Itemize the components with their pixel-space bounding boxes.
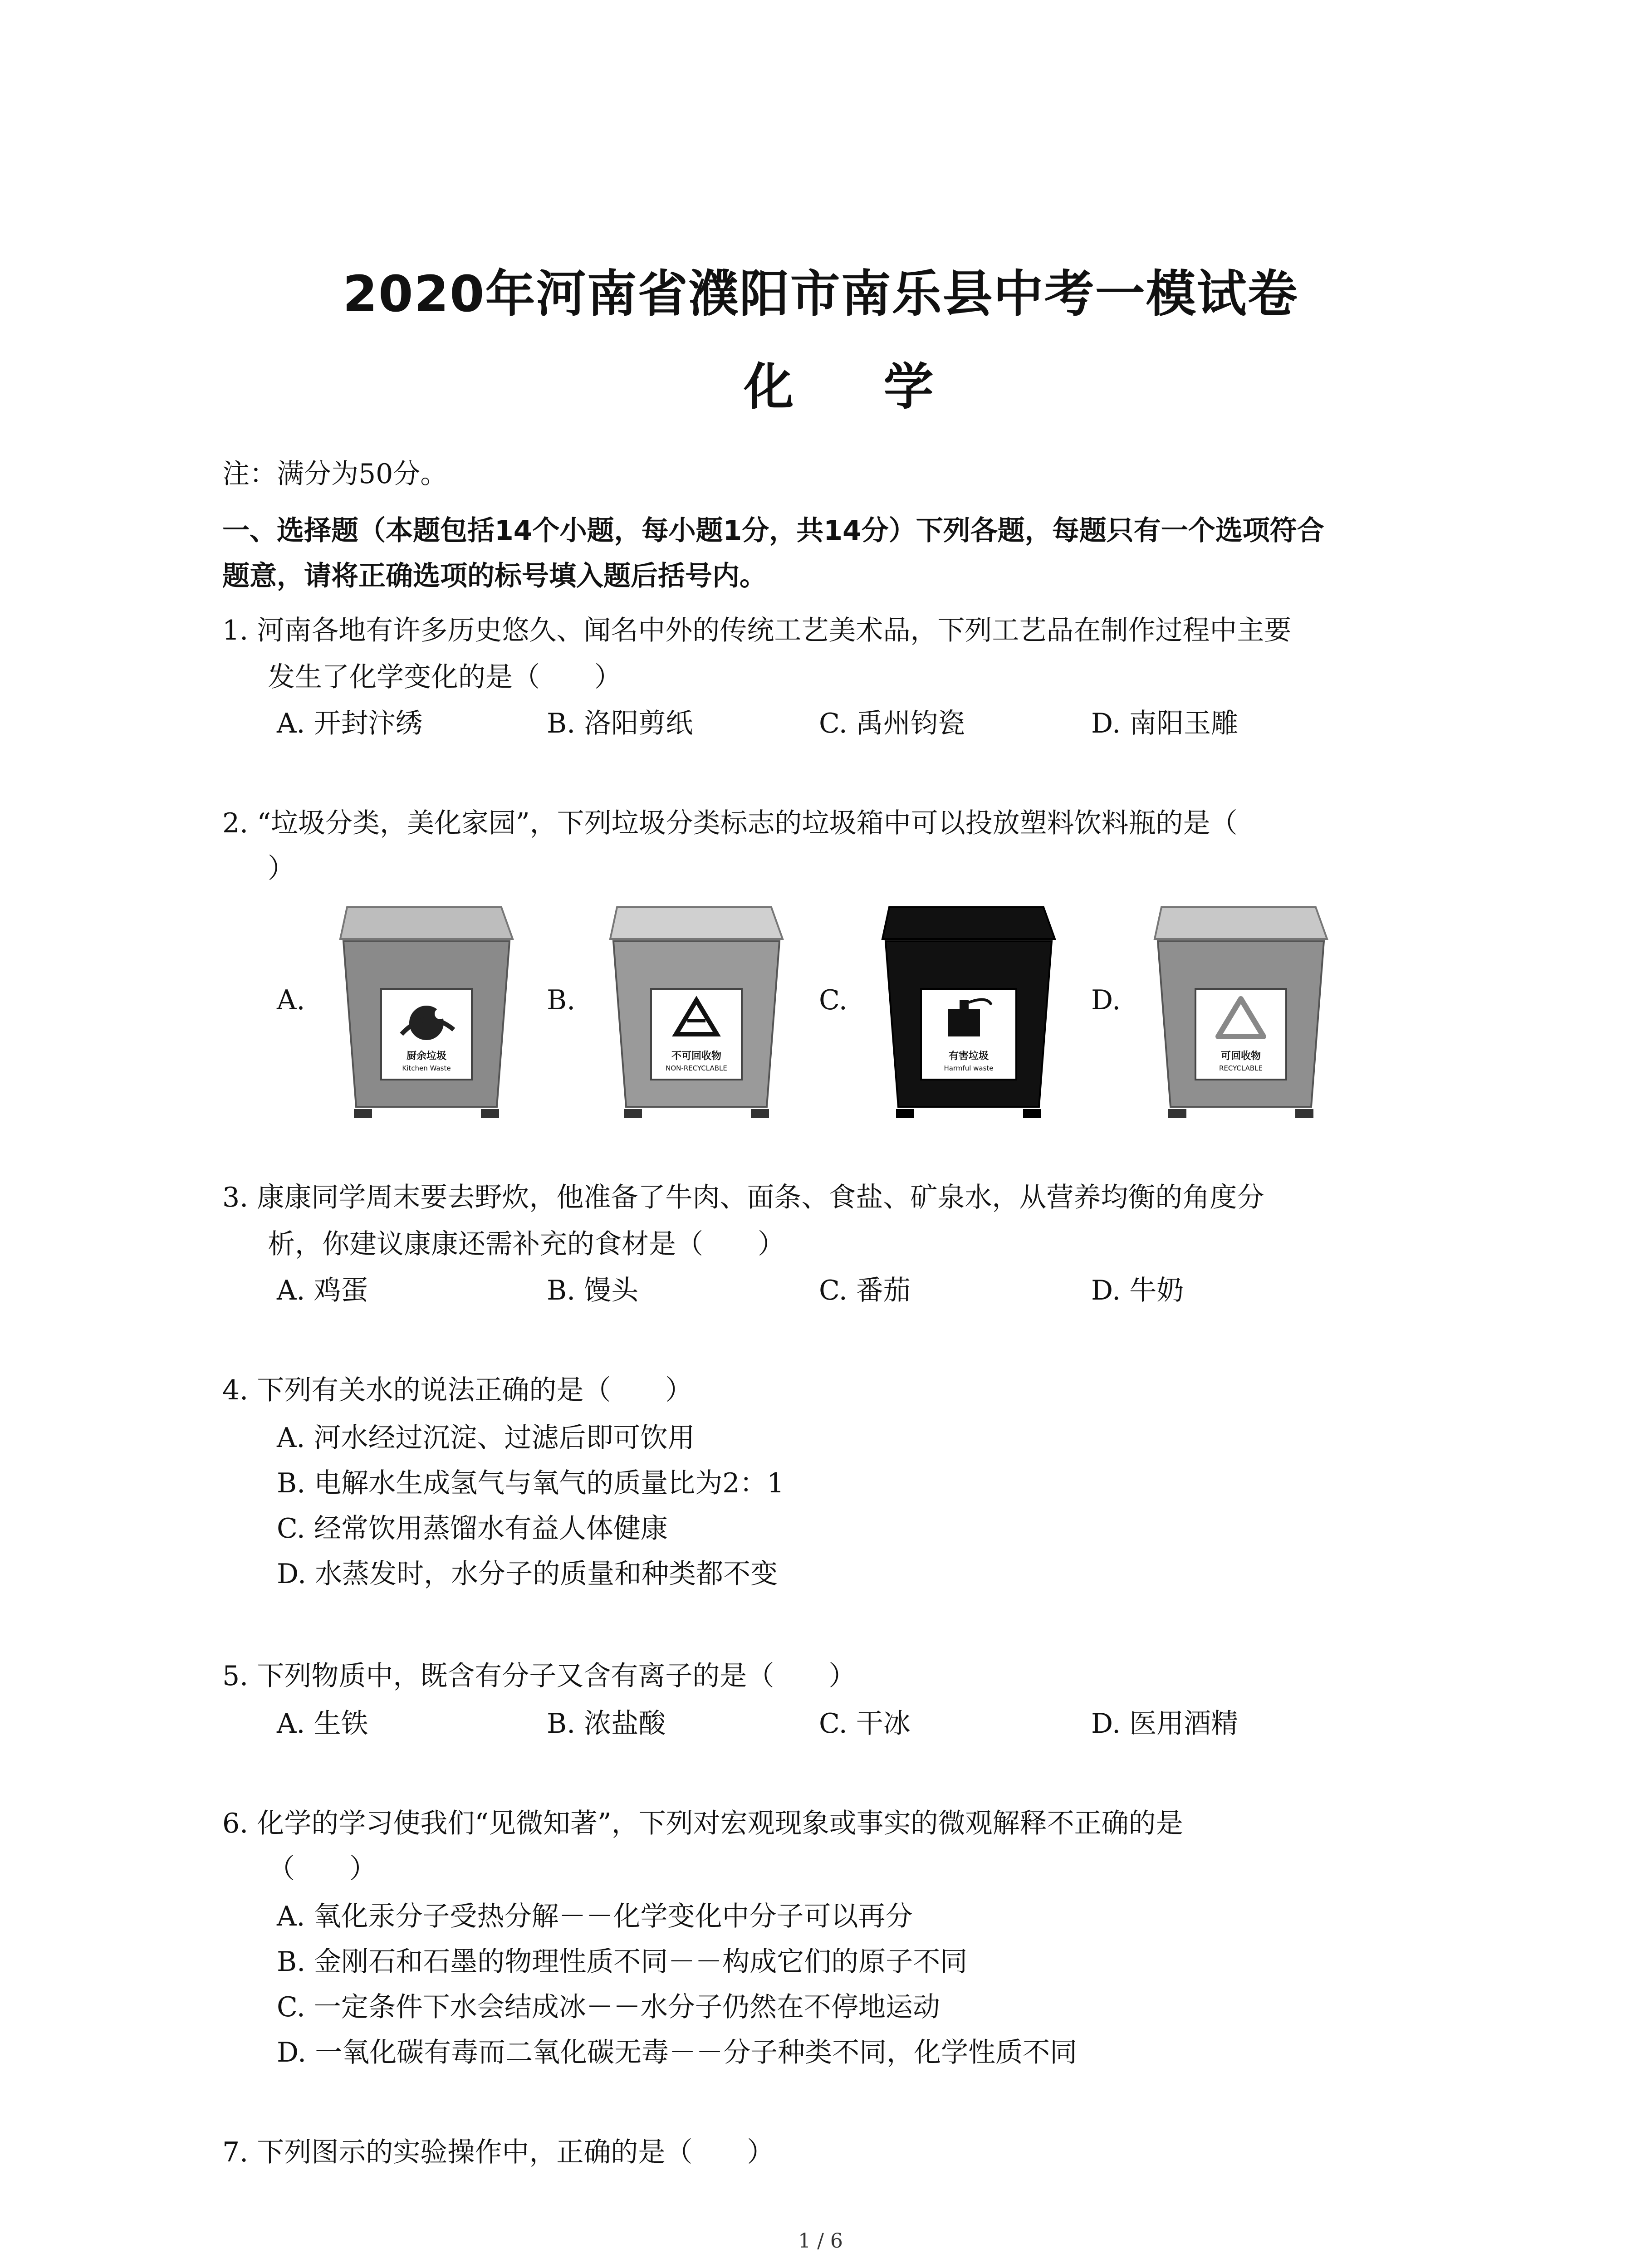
question-6-stem: 6. 化学的学习使我们“见微知著”，下列对宏观现象或事实的微观解释不正确的是 bbox=[222, 1808, 1183, 1839]
question-3-stem: 3. 康康同学周末要去野炊，他准备了牛肉、面条、食盐、矿泉水，从营养均衡的角度分 bbox=[222, 1182, 1264, 1213]
bin-c-harmful-waste[interactable] bbox=[876, 898, 1062, 1120]
score-note: 注：满分为50分。 bbox=[222, 458, 448, 490]
question-6-stem-cont: （ ） bbox=[268, 1853, 377, 1885]
question-3-stem-cont: 析，你建议康康还需补充的食材是（ ） bbox=[268, 1228, 785, 1260]
question-2-option-b[interactable]: B. bbox=[547, 984, 576, 1016]
question-6-option-c[interactable]: C. 一定条件下水会结成冰－－水分子仍然在不停地运动 bbox=[277, 1991, 940, 2023]
question-3-option-a[interactable]: A. 鸡蛋 bbox=[277, 1275, 368, 1306]
question-6-option-a[interactable]: A. 氧化汞分子受热分解－－化学变化中分子可以再分 bbox=[277, 1901, 913, 1932]
question-1-option-d[interactable]: D. 南阳玉雕 bbox=[1091, 708, 1239, 739]
question-2-stem: 2. “垃圾分类，美化家园”，下列垃圾分类标志的垃圾箱中可以投放塑料饮料瓶的是（ bbox=[222, 807, 1238, 839]
bin-a-label-cn: 厨余垃圾 bbox=[406, 1051, 447, 1062]
question-5-option-b[interactable]: B. 浓盐酸 bbox=[547, 1708, 666, 1740]
question-3-option-c[interactable]: C. 番茄 bbox=[819, 1275, 911, 1306]
bin-d-label-en: RECYCLABLE bbox=[1219, 1064, 1263, 1072]
question-6-option-b[interactable]: B. 金刚石和石墨的物理性质不同－－构成它们的原子不同 bbox=[277, 1946, 968, 1978]
question-5-option-d[interactable]: D. 医用酒精 bbox=[1091, 1708, 1239, 1740]
question-4-option-b[interactable]: B. 电解水生成氢气与氧气的质量比为2：1 bbox=[277, 1467, 784, 1499]
question-4-stem: 4. 下列有关水的说法正确的是（ ） bbox=[222, 1374, 693, 1406]
section-heading-line-2: 题意，请将正确选项的标号填入题后括号内。 bbox=[222, 560, 767, 592]
question-3-option-d[interactable]: D. 牛奶 bbox=[1091, 1275, 1184, 1306]
question-5-option-c[interactable]: C. 干冰 bbox=[819, 1708, 911, 1740]
question-1-option-c[interactable]: C. 禹州钧瓷 bbox=[819, 708, 965, 739]
bin-a-label-en: Kitchen Waste bbox=[402, 1064, 451, 1072]
bin-d-recyclable[interactable] bbox=[1148, 898, 1334, 1120]
bin-c-label-cn: 有害垃圾 bbox=[948, 1051, 989, 1062]
question-2-option-a[interactable]: A. bbox=[277, 984, 305, 1016]
exam-title: 2020年河南省濮阳市南乐县中考一模试卷 bbox=[343, 265, 1298, 323]
bin-d-label-cn: 可回收物 bbox=[1220, 1051, 1261, 1062]
question-1-stem: 1. 河南各地有许多历史悠久、闻名中外的传统工艺美术品，下列工艺品在制作过程中主要 bbox=[222, 615, 1292, 646]
section-heading-line-1: 一、选择题（本题包括14个小题，每小题1分，共14分）下列各题，每题只有一个选项符合 bbox=[222, 515, 1324, 547]
bin-b-label-cn: 不可回收物 bbox=[671, 1051, 722, 1062]
question-5-stem: 5. 下列物质中，既含有分子又含有离子的是（ ） bbox=[222, 1660, 856, 1692]
question-2-stem-cont: ） bbox=[268, 853, 295, 885]
question-4-option-a[interactable]: A. 河水经过沉淀、过滤后即可饮用 bbox=[277, 1422, 695, 1454]
question-6-option-d[interactable]: D. 一氧化碳有毒而二氧化碳无毒－－分子种类不同，化学性质不同 bbox=[277, 2037, 1078, 2068]
question-3-option-b[interactable]: B. 馒头 bbox=[547, 1275, 639, 1306]
bin-b-label-en: NON-RECYCLABLE bbox=[666, 1064, 727, 1072]
question-2-option-c[interactable]: C. bbox=[819, 984, 847, 1016]
question-7-stem: 7. 下列图示的实验操作中，正确的是（ ） bbox=[222, 2136, 774, 2168]
question-4-option-c[interactable]: C. 经常饮用蒸馏水有益人体健康 bbox=[277, 1513, 668, 1545]
question-1-option-b[interactable]: B. 洛阳剪纸 bbox=[547, 708, 693, 739]
bin-c-label-en: Harmful waste bbox=[944, 1064, 994, 1072]
question-1-option-a[interactable]: A. 开封汴绣 bbox=[277, 708, 423, 739]
question-4-option-d[interactable]: D. 水蒸发时，水分子的质量和种类都不变 bbox=[277, 1558, 778, 1590]
bin-a-kitchen-waste[interactable] bbox=[333, 898, 519, 1120]
question-2-option-d[interactable]: D. bbox=[1091, 984, 1121, 1016]
bin-b-non-recyclable[interactable] bbox=[603, 898, 789, 1120]
subject-title: 化 学 bbox=[744, 358, 970, 416]
question-1-stem-cont: 发生了化学变化的是（ ） bbox=[268, 661, 622, 693]
page-number: 1 / 6 bbox=[798, 2229, 843, 2253]
question-5-option-a[interactable]: A. 生铁 bbox=[277, 1708, 368, 1740]
